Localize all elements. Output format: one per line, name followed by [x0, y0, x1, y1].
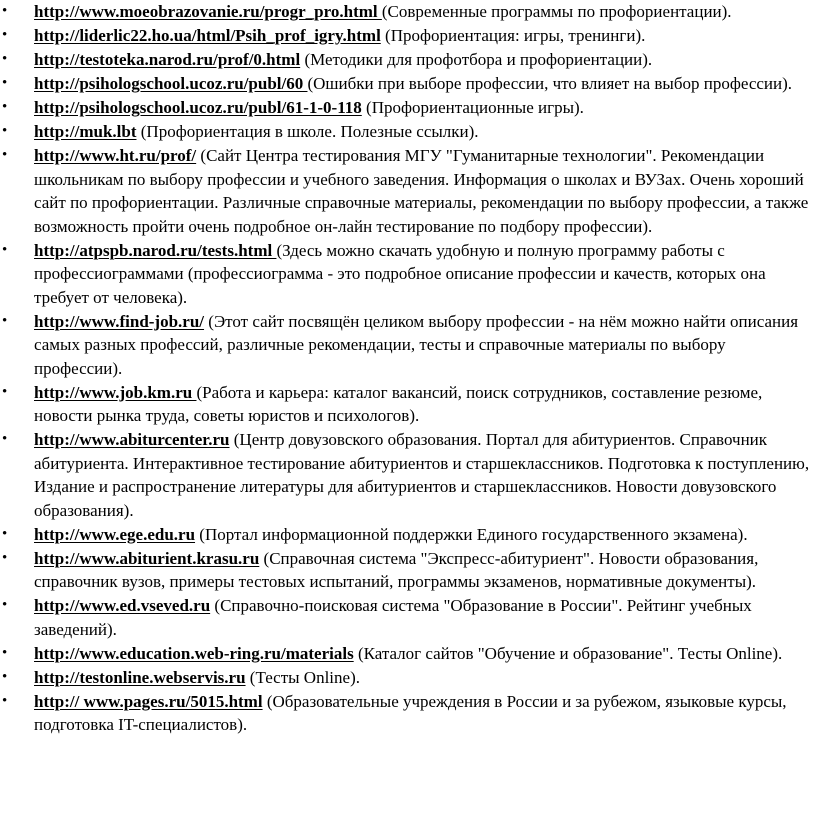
bullet-icon: •: [2, 147, 8, 163]
list-item: [0, 547, 816, 594]
bullet-icon: •: [2, 644, 8, 661]
resource-description: (Методики для профотбора и профориентации).: [300, 50, 653, 69]
resource-link[interactable]: http://liderlic22.ho.ua/html/Psih_prof_igry.html: [34, 26, 381, 45]
list-item: [0, 72, 816, 96]
resource-description: (Портал информационной поддержки Единого государственного экзамена).: [195, 524, 748, 544]
resource-link[interactable]: http://psihologschool.ucoz.ru/publ/60: [34, 74, 308, 93]
resource-link[interactable]: http:// www.pages.ru/5015.html: [34, 691, 263, 711]
list-item: [0, 642, 816, 666]
list-item: [0, 523, 816, 547]
resource-description: (Сайт Центра тестирования МГУ "Гуманитарные технологии". Рекомендации школьникам по выбору профессии и учебного заведения. Информация о школах и ВУЗах. Очень хороший сайт по профориентации. Различные справочные материалы, рекомендации по выбору профессии, а также возможность пройти очень подробное он-лайн тестирование по подбору профессии).: [34, 146, 809, 236]
bullet-icon: •: [2, 668, 8, 685]
resource-link[interactable]: http://www.ege.edu.ru: [34, 524, 196, 544]
resource-link[interactable]: http://www.ht.ru/prof/: [34, 146, 197, 165]
resource-description: (Каталог сайтов "Обучение и образование". Тесты Online).: [353, 643, 783, 663]
resource-link[interactable]: http://www.education.web-ring.ru/materials: [34, 643, 354, 663]
list-item: [0, 666, 816, 690]
resource-description: (Образовательные учреждения в России и за рубежом, языковые курсы, подготовка IT-специалистов).: [34, 691, 787, 734]
bullet-icon: •: [2, 241, 8, 258]
bullet-icon: •: [2, 51, 8, 67]
resource-description: (Здесь можно скачать удобную и полную программу работы с профессиограммами (профессиограмма - это подробное описание профессии и качеств, которых она требует от человека).: [34, 240, 766, 307]
resource-link[interactable]: http://www.abiturient.krasu.ru: [34, 548, 260, 568]
resource-description: (Этот сайт посвящён целиком выбору профессии - на нём можно найти описания самых разных профессий, различные рекомендации, тесты и справочные материалы по выбору профессии).: [34, 311, 799, 378]
bullet-icon: •: [2, 431, 8, 447]
resource-link[interactable]: http://psihologschool.ucoz.ru/publ/61-1-0-118: [34, 98, 362, 117]
list-item: [0, 120, 816, 144]
list-item: [0, 24, 816, 48]
bullet-icon: •: [2, 312, 8, 329]
resource-link[interactable]: http://www.ed.vseved.ru: [34, 596, 211, 615]
bullet-icon: •: [2, 549, 8, 566]
bullet-icon: •: [2, 27, 8, 43]
list-item: [0, 0, 816, 24]
resource-link[interactable]: http://www.abiturcenter.ru: [34, 430, 230, 449]
resource-description: (Центр довузовского образования. Портал для абитуриентов. Справочник абитуриента. Интерактивное тестирование абитуриентов и старшеклассников. Подготовка к поступлению, Издание и распространение литературы для абитуриентов и старшеклассников. Новости довузовского образования).: [34, 430, 810, 520]
resource-link[interactable]: http://www.job.km.ru: [34, 382, 197, 402]
list-item: [0, 594, 816, 641]
bullet-icon: •: [2, 383, 8, 400]
resource-description: (Ошибки при выборе профессии, что влияет на выбор профессии).: [307, 74, 793, 93]
resource-description: (Тесты Online).: [245, 667, 360, 687]
resource-link[interactable]: http://atpspb.narod.ru/tests.html: [34, 240, 277, 260]
resource-link[interactable]: http://www.moeobrazovanie.ru/progr_pro.html: [34, 2, 382, 21]
list-item: [0, 310, 816, 381]
bullet-icon: •: [2, 525, 8, 542]
resource-description: (Справочно-поисковая система "Образование в России". Рейтинг учебных заведений).: [34, 596, 752, 639]
list-item: [0, 144, 816, 238]
list-item: [0, 239, 816, 310]
list-item: [0, 690, 816, 737]
list-item: [0, 96, 816, 120]
resource-link[interactable]: http://www.find-job.ru/: [34, 311, 205, 331]
resource-description: (Справочная система "Экспресс-абитуриент". Новости образования, справочник вузов, примеры тестовых испытаний, программы экзаменов, нормативные документы).: [34, 548, 759, 591]
resource-link[interactable]: http://muk.lbt: [34, 122, 137, 141]
resource-link[interactable]: http://testonline.webservis.ru: [34, 667, 246, 687]
resource-description: (Профориентационные игры).: [361, 98, 584, 117]
bullet-icon: •: [2, 3, 8, 19]
bullet-icon: •: [2, 692, 8, 709]
bullet-icon: •: [2, 75, 8, 91]
resource-link[interactable]: http://testoteka.narod.ru/prof/0.html: [34, 50, 301, 69]
bullet-icon: •: [2, 597, 8, 613]
resource-description: (Современные программы по профориентации).: [381, 2, 732, 21]
list-item: [0, 381, 816, 428]
resource-description: (Профориентация: игры, тренинги).: [380, 26, 646, 45]
bullet-icon: •: [2, 99, 8, 115]
resource-description: (Работа и карьера: каталог вакансий, поиск сотрудников, составление резюме, новости рынка труда, советы юристов и психологов).: [34, 382, 763, 425]
bullet-icon: •: [2, 123, 8, 139]
list-item: [0, 48, 816, 72]
list-item: [0, 428, 816, 522]
resource-description: (Профориентация в школе. Полезные ссылки).: [136, 122, 479, 141]
